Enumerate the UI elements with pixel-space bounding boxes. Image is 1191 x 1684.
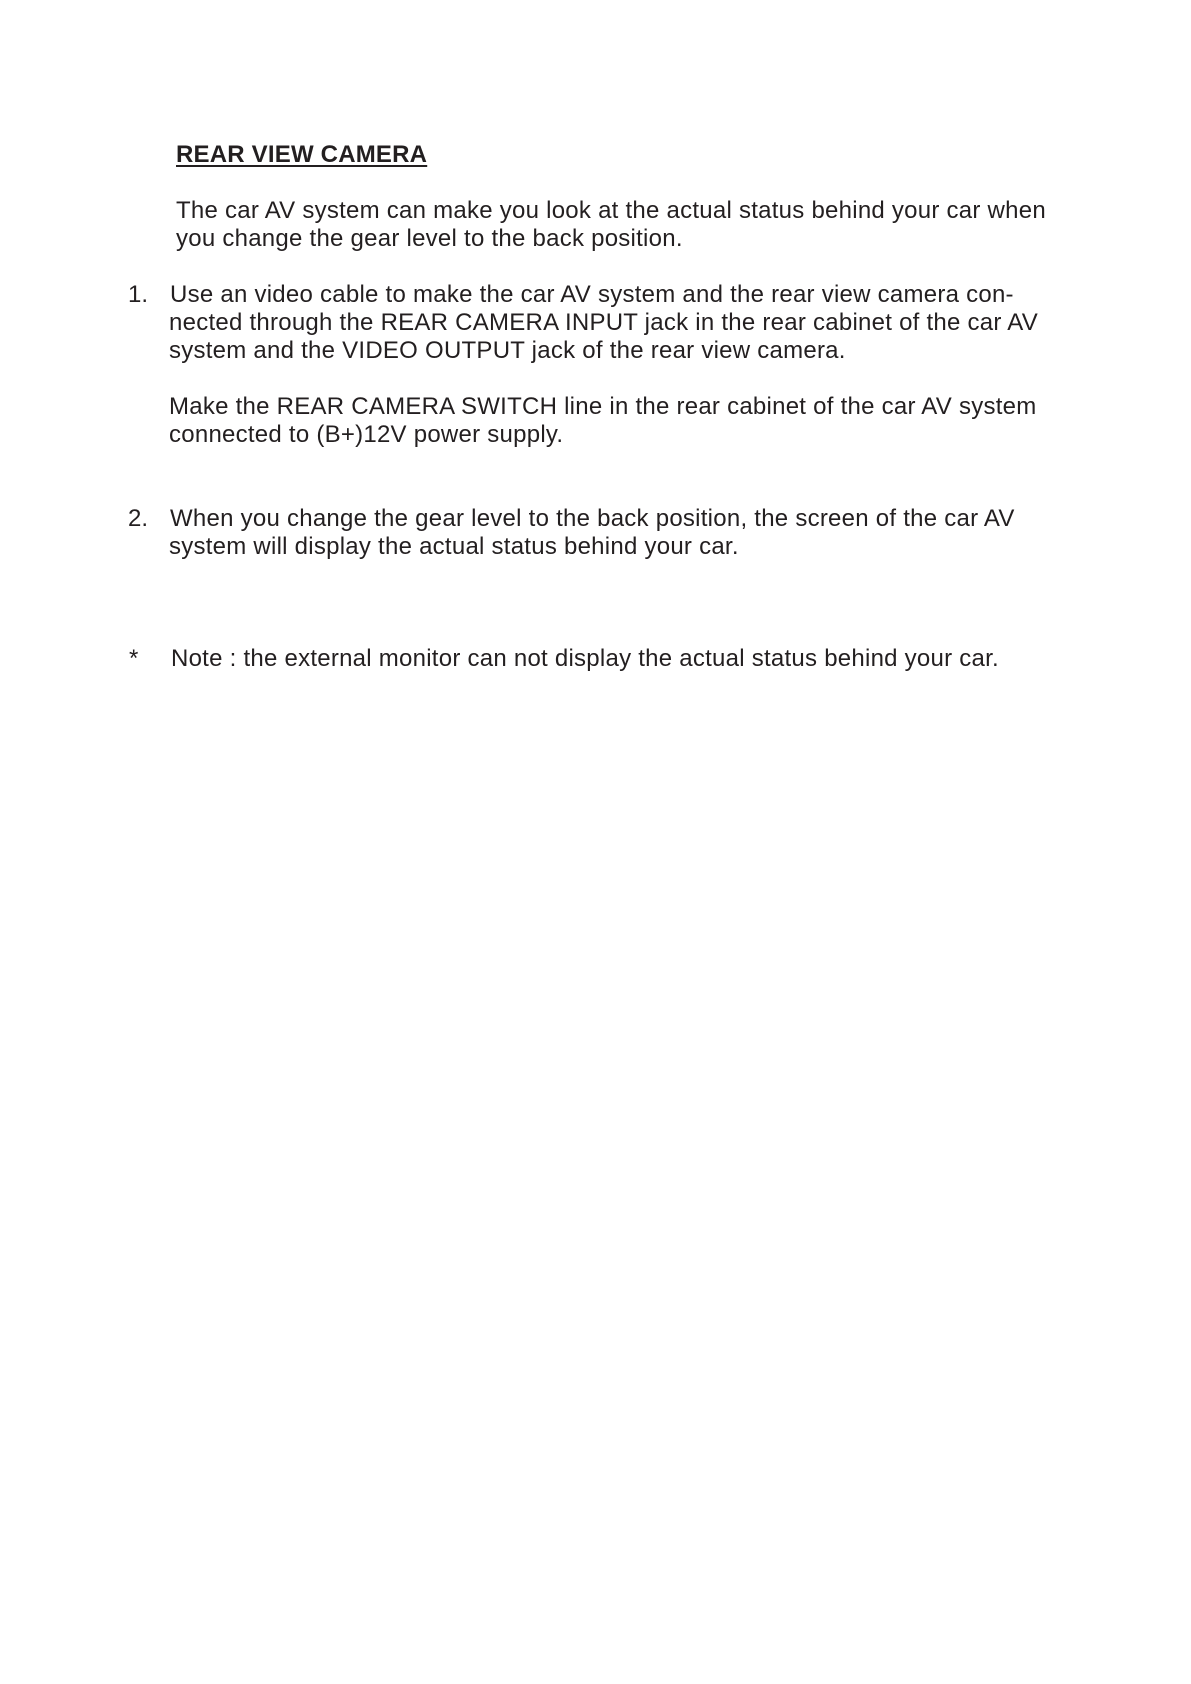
intro-line: you change the gear level to the back position. <box>176 225 683 252</box>
list-marker-2: 2. <box>128 505 149 532</box>
item-2-line: When you change the gear level to the back position, the screen of the car AV <box>170 505 1015 532</box>
intro-line: The car AV system can make you look at the actual status behind your car when <box>176 197 1046 224</box>
item-1-line: Make the REAR CAMERA SWITCH line in the rear cabinet of the car AV system <box>169 393 1037 420</box>
item-1-line: system and the VIDEO OUTPUT jack of the rear view camera. <box>169 337 846 364</box>
list-marker-1: 1. <box>128 281 149 308</box>
item-1-line: Use an video cable to make the car AV system and the rear view camera con- <box>170 281 1014 308</box>
note-marker: * <box>129 645 139 672</box>
section-heading: REAR VIEW CAMERA <box>176 141 428 168</box>
item-1-line: connected to (B+)12V power supply. <box>169 421 564 448</box>
note-text: Note : the external monitor can not display the actual status behind your car. <box>171 645 999 672</box>
item-1-line: nected through the REAR CAMERA INPUT jack in the rear cabinet of the car AV <box>169 309 1038 336</box>
item-2-line: system will display the actual status behind your car. <box>169 533 739 560</box>
